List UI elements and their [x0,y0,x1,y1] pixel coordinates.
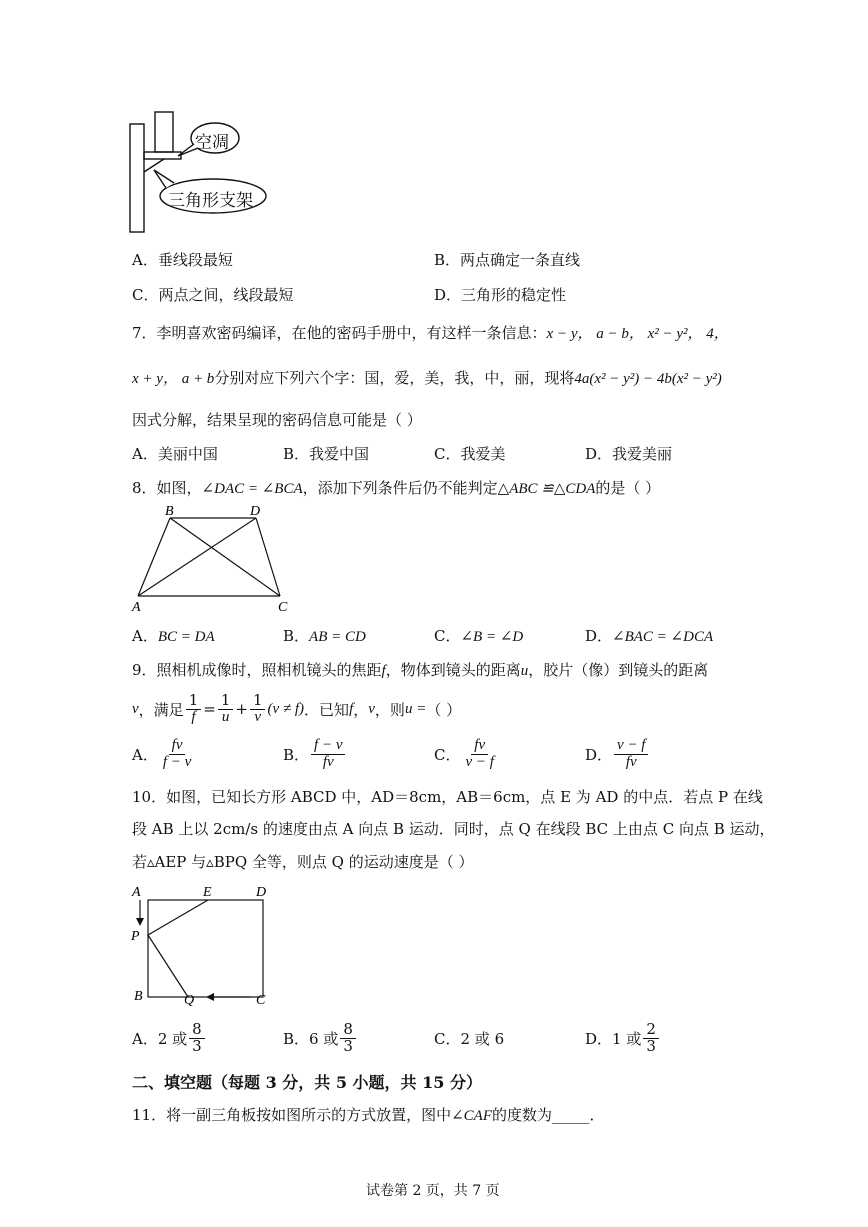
q10-label-e: E [203,885,212,900]
q6-option-a[interactable]: A．垂线段最短 [132,251,233,269]
q11-answer-blank[interactable]: _____ [552,1106,590,1124]
q10-label-b: B [134,989,143,1004]
q10-label-p: P [131,929,140,944]
q10-option-c[interactable]: C． 2 或 6 [434,1029,505,1048]
q9-options [132,734,752,778]
q7-option-d[interactable]: D．我爱美丽 [585,445,673,463]
q10-label-q: Q [184,993,195,1008]
q10-option-d[interactable]: D． 1 或 $\frac{2}{3}$ [585,1018,661,1058]
q9-fraction-1-over-v: $\frac{1}{v}$ [250,693,266,726]
q10-line2: 段 AB 上以 2cm/s 的速度由点 A 向点 B 运动．同时，点 Q 在线段 BC 上由点 C 向点 B 运动， [132,820,775,838]
q7-option-a[interactable]: A．美丽中国 [132,445,218,463]
q7-line1: 7．李明喜欢密码编译，在他的密码手册中，有这样一条信息：x − y， a − b， x² − y²， 4， [132,324,729,342]
q6-options-row2 [132,284,752,306]
q6-options-row1 [132,249,752,271]
q9-fraction-1-over-u: $\frac{1}{u}$ [218,693,234,726]
aircon-label: 空凋 [195,133,229,153]
q8-option-b[interactable]: B．AB = CD [283,627,366,645]
q8-label-c: C [278,600,288,615]
q8-label-d: D [250,504,261,519]
q10-options [132,1018,752,1062]
q10-line3: 若▵AEP 与▵BPQ 全等，则点 Q 的运动速度是（ ） [132,853,474,871]
q10-rectangle-figure [128,880,278,1010]
q8-option-c[interactable]: C．∠B = ∠D [434,627,524,645]
q10-line1: 10．如图，已知长方形 ABCD 中，AD＝8cm，AB＝6cm，点 E 为 AD 的中点．若点 P 在线 [132,788,763,806]
q10-option-b[interactable]: B． 6 或 $\frac{8}{3}$ [283,1018,358,1058]
q8-stem: 8．如图，∠DAC = ∠BCA，添加下列条件后仍不能判定△ABC ≌△CDA的是（ ） [132,479,661,497]
q10-option-a[interactable]: A． 2 或 $\frac{8}{3}$ [132,1018,207,1058]
q10-label-a: A [132,885,141,900]
section-2-title: 二、填空题（每题 3 分，共 5 小题，共 15 分） [132,1073,482,1092]
page-footer: 试卷第 2 页，共 7 页 [366,1183,500,1199]
q10-label-d: D [256,885,267,900]
q7-options [132,443,752,465]
q8-option-a[interactable]: A．BC = DA [132,627,215,645]
q6-option-d[interactable]: D．三角形的稳定性 [434,286,567,304]
q8-quadrilateral-figure [128,500,308,615]
q7-line2: x + y， a + b分别对应下列六个字：国，爱，美，我，中，丽，现将4a(x² − y²) − 4b(x² − y²) [132,369,722,387]
q9-option-c[interactable]: C． $\frac{fv}{v - f}$ [434,736,494,770]
q9-line1: 9．照相机成像时，照相机镜头的焦距f，物体到镜头的距离u，胶片（像）到镜头的距离 [132,661,709,679]
q11-stem: 11．将一副三角板按如图所示的方式放置，图中∠CAF的度数为_____． [132,1106,605,1124]
q9-fraction-1-over-f: $\frac{1}{f}$ [186,693,202,726]
q9-option-a[interactable]: A． $\frac{fv}{f - v}$ [132,736,192,770]
q10-label-c: C [256,993,266,1008]
q9-option-d[interactable]: D． $\frac{v - f}{fv}$ [585,734,650,774]
q8-label-b: B [165,504,174,519]
q9-line2: v ，满足 $\frac{1}{f}$ = $\frac{1}{u}$ + $\frac{1}{v}$ (v ≠ f) ．已知 f ， v ，则 u = （ ） [132,690,462,725]
q6-option-b[interactable]: B．两点确定一条直线 [434,251,581,269]
q7-option-b[interactable]: B．我爱中国 [283,445,370,463]
q6-option-c[interactable]: C．两点之间，线段最短 [132,286,294,304]
q8-option-d[interactable]: D．∠BAC = ∠DCA [585,627,714,645]
q7-option-c[interactable]: C．我爱美 [434,445,506,463]
bracket-label: 三角形支架 [168,191,253,211]
q9-option-b[interactable]: B． $\frac{f - v}{fv}$ [283,734,347,774]
q8-label-a: A [132,600,141,615]
q8-options [132,625,752,647]
q7-line3: 因式分解，结果呈现的密码信息可能是（ ） [132,411,422,429]
